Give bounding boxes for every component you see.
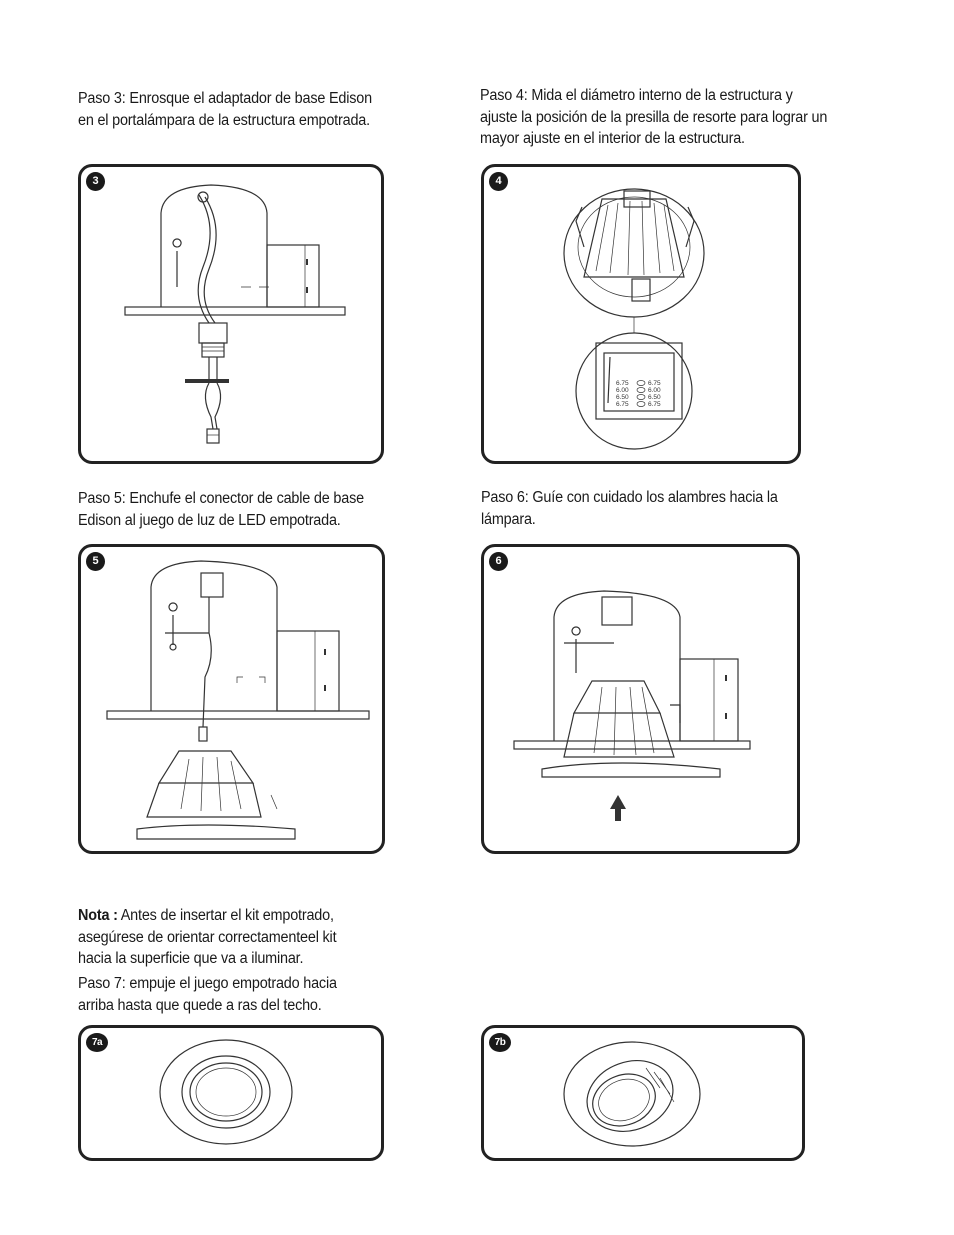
note-text: Antes de insertar el kit empotrado, asegúrese de orientar correctamenteel kit hacia la superficie que va a iluminar. <box>78 907 337 967</box>
step3-badge: 3 <box>86 172 105 191</box>
step7-instruction: Paso 7: empuje el juego empotrado hacia arriba hasta que quede a ras del techo. <box>78 975 337 1014</box>
gauge-left-4: 6.75 <box>616 401 629 408</box>
note-label: Nota : <box>78 907 118 924</box>
gauge-right-2: 6.00 <box>648 387 661 394</box>
flush-trim-angled-illustration <box>484 1028 802 1158</box>
gauge-left-2: 6.00 <box>616 387 629 394</box>
guide-wires-illustration <box>484 547 797 851</box>
gauge-right-3: 6.50 <box>648 394 661 401</box>
gauge-left-1: 6.75 <box>616 380 629 387</box>
step4-instruction: Paso 4: Mida el diámetro interno de la estructura y ajuste la posición de la presilla de resorte para lograr un mayor ajuste en el interior de la estructura. <box>480 87 828 147</box>
step3-illustration-panel <box>78 164 384 464</box>
step4-illustration-panel <box>481 164 801 464</box>
gauge-left-3: 6.50 <box>616 394 629 401</box>
step5-instruction: Paso 5: Enchufe el conector de cable de base Edison al juego de luz de LED empotrada. <box>78 490 364 529</box>
gauge-right-4: 6.75 <box>648 401 661 408</box>
step5-illustration-panel <box>78 544 385 854</box>
spring-clip-gauge-illustration <box>484 167 798 461</box>
step7b-illustration-panel <box>481 1025 805 1161</box>
note-paragraph <box>78 905 371 970</box>
step6-badge: 6 <box>489 552 508 571</box>
connector-plug-illustration <box>81 547 382 851</box>
step4-badge: 4 <box>489 172 508 191</box>
step7a-badge: 7a <box>86 1033 108 1052</box>
step5-badge: 5 <box>86 552 105 571</box>
housing-socket-illustration <box>81 167 381 461</box>
step7a-illustration-panel <box>78 1025 384 1161</box>
gauge-right-1: 6.75 <box>648 380 661 387</box>
step6-instruction: Paso 6: Guíe con cuidado los alambres hacia la lámpara. <box>481 489 778 528</box>
flush-trim-front-illustration <box>81 1028 381 1158</box>
step3-instruction: Paso 3: Enrosque el adaptador de base Edison en el portalámpara de la estructura empotrada. <box>78 90 372 129</box>
step6-illustration-panel <box>481 544 800 854</box>
step7b-badge: 7b <box>489 1033 511 1052</box>
